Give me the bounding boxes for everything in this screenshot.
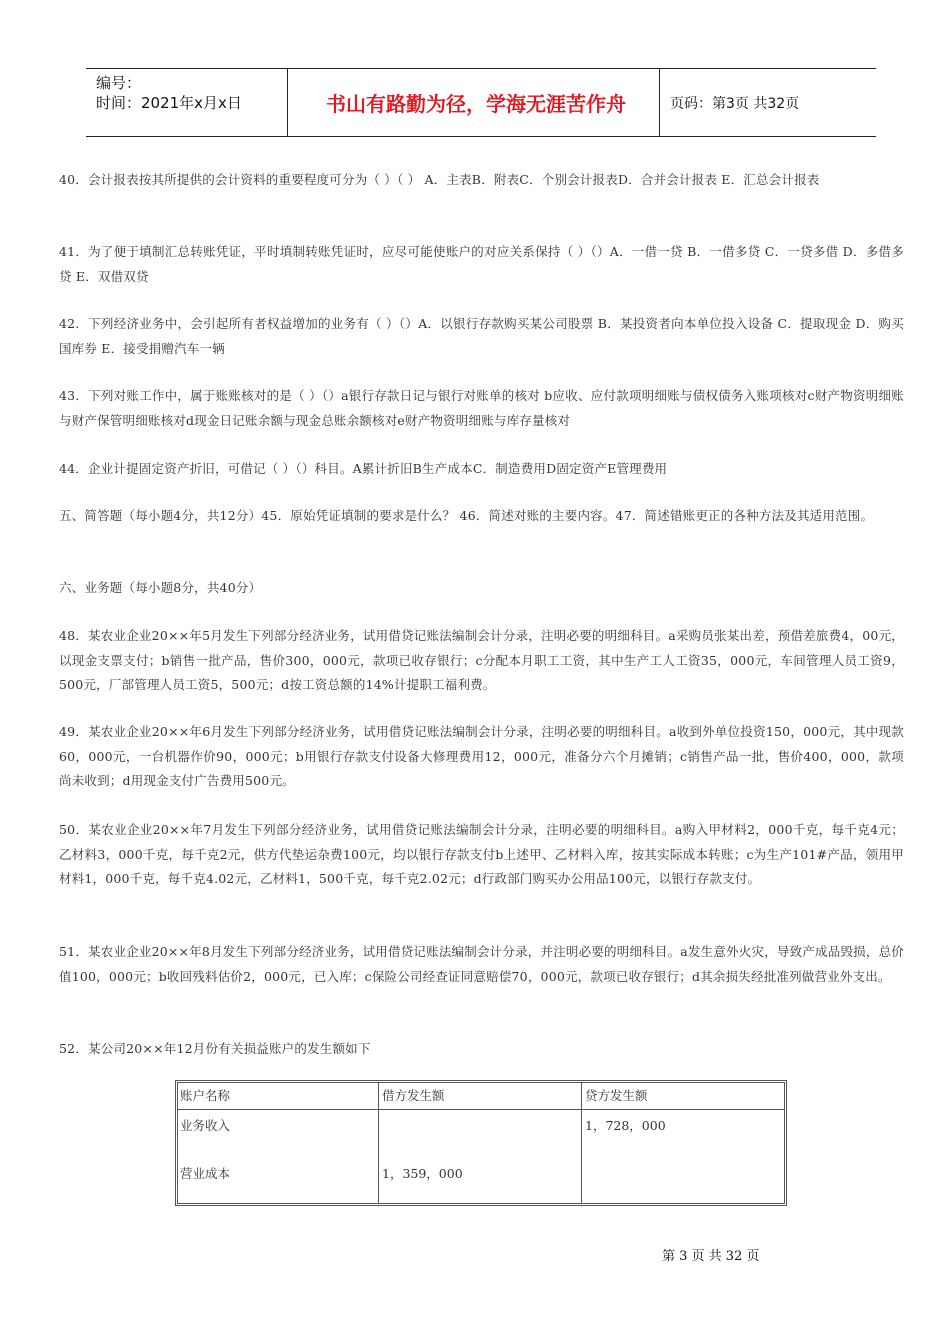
time-label: 时间：2021年x月x日: [96, 94, 242, 112]
question-48: 48．某农业企业20××年5月发生下列部分经济业务，试用借贷记账法编制会计分录，注明必要的明细科目。a采购员张某出差，预借差旅费4，00元，以现金支票支付；b销售一批产品，售价300，000元，款项已收存银行；c分配本月职工工资，其中生产工人工资35，000元，车间管理人员工资9，500元，厂部管理人员工资5，500元；d按工资总额的14%计提职工福利费。: [59, 628, 904, 692]
page-header: [86, 68, 876, 137]
question-50: 50．某农业企业20××年7月发生下列部分经济业务，试用借贷记账法编制会计分录，注明必要的明细科目。a购入甲材料2，000千克，每千克4元；乙材料3，000千克，每千克2元，供方代垫运杂费100元，均以银行存款支付b上述甲、乙材料入库，按其实际成本转账；c为生产101#产品，领用甲材料1，000千克，每千克4.02元，乙材料1，500千克，每千克2.02元；d行政部门购买办公用品100元，以银行存款支付。: [59, 822, 904, 886]
table-column-divider: [378, 1083, 379, 1203]
table-header-credit: 贷方发生额: [585, 1088, 648, 1103]
table-header-account: 账户名称: [180, 1088, 231, 1103]
question-40: 40．会计报表按其所提供的会计资料的重要程度可分为（ ）（ ） A．主表B．附表C．个别会计报表D．合并会计报表 E．汇总会计报表: [59, 172, 820, 187]
page-footer: 第 3 页 共 32 页: [662, 1249, 760, 1264]
profit-loss-table: [175, 1080, 787, 1206]
header-page-info: 页码：第3页 共32页: [670, 95, 800, 112]
header-motto: 书山有路勤为径，学海无涯苦作舟: [326, 92, 626, 116]
table-header-divider: [178, 1109, 784, 1110]
question-51: 51．某农业企业20××年8月发生下列部分经济业务，试用借贷记账法编制会计分录，并注明必要的明细科目。a发生意外火灾，导致产成品毁损，总价值100，000元；b收回残料估价2，000元，已入库；c保险公司经查证同意赔偿70，000元，款项已收存银行；d其余损失经批准列做营业外支出。: [59, 944, 904, 984]
header-divider: [287, 69, 288, 136]
table-row-debit: 1，359，000: [382, 1166, 463, 1181]
question-41: 41．为了便于填制汇总转账凭证，平时填制转账凭证时，应尽可能使账户的对应关系保持（ ）（）A．一借一贷 B．一借多贷 C．一贷多借 D．多借多贷 E．双借双贷: [59, 244, 904, 284]
table-row-credit: 1，728，000: [585, 1118, 666, 1133]
question-44: 44．企业计提固定资产折旧，可借记（ ）（）科目。A累计折旧B生产成本C．制造费用D固定资产E管理费用: [59, 461, 668, 476]
table-row-account: 营业成本: [180, 1166, 231, 1181]
header-divider: [659, 69, 660, 136]
table-header-debit: 借方发生额: [382, 1088, 445, 1103]
question-42: 42．下列经济业务中，会引起所有者权益增加的业务有（ ）（）A．以银行存款购买某公司股票 B．某投资者向本单位投入设备 C．提取现金 D．购买国库券 E．接受捐赠汽车一辆: [59, 316, 904, 356]
question-43: 43．下列对账工作中，属于账账核对的是（ ）（）a银行存款日记与银行对账单的核对 b应收、应付款项明细账与债权债务入账项核对c财产物资明细账与财产保管明细账核对d现金日记账余额与现金总账余额核对e财产物资明细账与库存量核对: [59, 388, 904, 428]
header-meta: [96, 73, 286, 113]
table-column-divider: [581, 1083, 582, 1203]
table-row-account: 业务收入: [180, 1118, 231, 1133]
question-49: 49．某农业企业20××年6月发生下列部分经济业务，试用借贷记账法编制会计分录，注明必要的明细科目。a收到外单位投资150，000元，其中现款60，000元，一台机器作价90，000元；b用银行存款支付设备大修理费用12，000元，准备分六个月摊销；c销售产品一批，售价400，000，款项尚未收到；d用现金支付广告费用500元。: [59, 724, 904, 788]
code-label: 编号：: [96, 74, 142, 92]
question-52: 52．某公司20××年12月份有关损益账户的发生额如下: [59, 1041, 371, 1056]
section-6-business: 六、业务题（每小题8分，共40分）: [59, 580, 262, 595]
section-5-short-answer: 五、简答题（每小题4分，共12分）45．原始凭证填制的要求是什么？ 46．简述对账的主要内容。47．简述错账更正的各种方法及其适用范围。: [59, 508, 874, 523]
